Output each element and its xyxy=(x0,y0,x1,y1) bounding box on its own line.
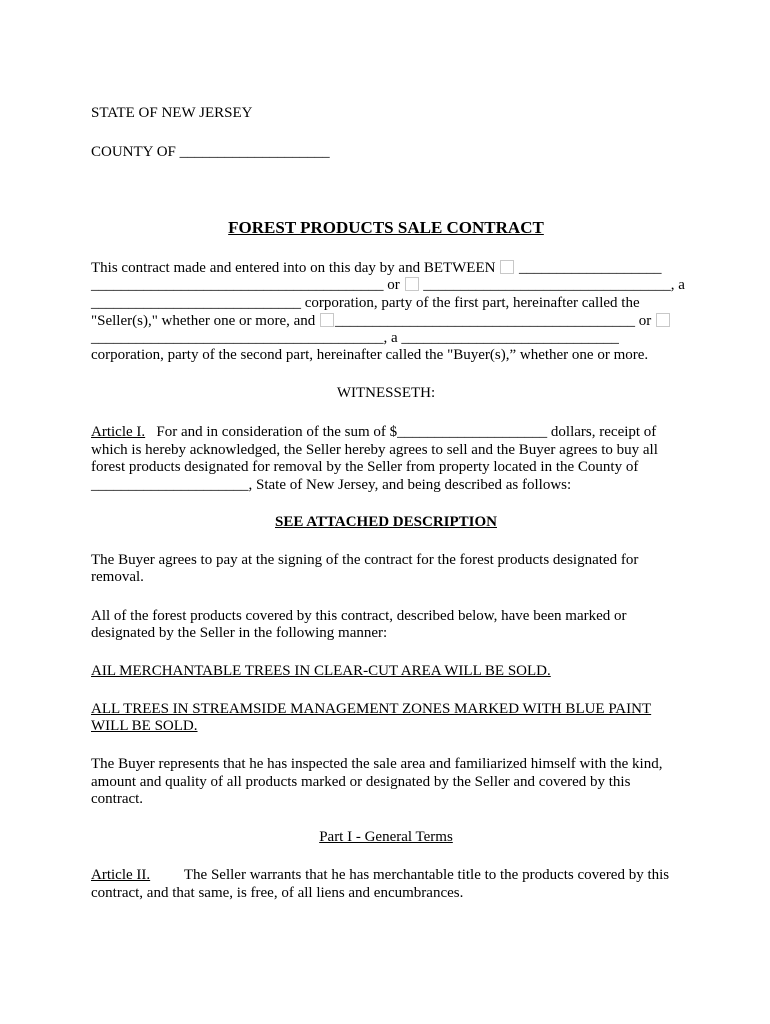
intro-text-2b: _________________________________, a xyxy=(423,277,685,293)
intro-text-2a: _______________________________________ or xyxy=(91,277,400,293)
article-1-label: Article I. xyxy=(91,424,146,440)
buyer-checkbox-1[interactable] xyxy=(320,313,334,327)
witnesseth-heading: WITNESSETH: xyxy=(336,385,436,401)
buyer-checkbox-2[interactable] xyxy=(656,313,670,327)
covered-line-2: designated by the Seller in the following manner: xyxy=(91,625,388,641)
article-2-line-2: contract, and that same, is free, of all liens and encumbrances. xyxy=(91,885,464,901)
article-1-line-2: which is hereby acknowledged, the Seller hereby agrees to sell and the Buyer agrees to buy all xyxy=(91,442,658,458)
intro-text-1: This contract made and entered into on this day by and BETWEEN xyxy=(91,260,496,276)
streamside-line-1: ALL TREES IN STREAMSIDE MANAGEMENT ZONES MARKED WITH BLUE PAINT xyxy=(91,701,652,717)
inspected-line-1: The Buyer represents that he has inspected the sale area and familiarized himself with the kind, xyxy=(91,756,663,772)
intro-line-2 xyxy=(91,276,685,294)
clearcut-clause: AIL MERCHANTABLE TREES IN CLEAR-CUT AREA WILL BE SOLD. xyxy=(91,663,551,679)
article-1-line-3: forest products designated for removal by the Seller from property located in the County of xyxy=(91,459,639,475)
intro-line-5: _______________________________________, a _____________________________ xyxy=(91,330,619,346)
article-1-line-4: _____________________, State of New Jersey, and being described as follows: xyxy=(91,477,572,493)
article-1-text-1: For and in consideration of the sum of $____________________ dollars, receipt of xyxy=(156,424,657,440)
article-2-text-1: The Seller warrants that he has merchantable title to the products covered by this xyxy=(183,867,670,883)
intro-line-6: corporation, party of the second part, hereinafter called the "Buyer(s),” whether one or more. xyxy=(91,347,649,363)
intro-line-3: ____________________________ corporation, party of the first part, hereinafter called the xyxy=(91,295,640,311)
pay-line-1: The Buyer agrees to pay at the signing of the contract for the forest products designated for xyxy=(91,552,639,568)
intro-blank-1: ___________________ xyxy=(518,260,662,276)
intro-text-4b: ________________________________________ or xyxy=(335,313,652,329)
article-2-line-1 xyxy=(91,866,669,884)
seller-checkbox-1[interactable] xyxy=(500,260,514,274)
see-attached-heading: SEE ATTACHED DESCRIPTION xyxy=(275,514,497,530)
contract-title: FOREST PRODUCTS SALE CONTRACT xyxy=(228,218,544,237)
covered-line-1: All of the forest products covered by this contract, described below, have been marked or xyxy=(91,608,627,624)
intro-line-4 xyxy=(91,312,671,330)
article-2-label: Article II. xyxy=(91,867,151,883)
county-heading: COUNTY OF ____________________ xyxy=(91,144,330,160)
article-1-line-1 xyxy=(91,423,656,441)
pay-line-2: removal. xyxy=(91,569,144,585)
streamside-line-2: WILL BE SOLD. xyxy=(91,718,198,734)
intro-text-4a: "Seller(s)," whether one or more, and xyxy=(91,313,316,329)
part-1-heading: Part I - General Terms xyxy=(319,829,453,845)
state-heading: STATE OF NEW JERSEY xyxy=(91,105,253,121)
inspected-line-3: contract. xyxy=(91,791,144,807)
seller-checkbox-2[interactable] xyxy=(405,277,419,291)
inspected-line-2: amount and quality of all products marked or designated by the Seller and covered by this xyxy=(91,774,631,790)
intro-line-1 xyxy=(91,259,661,277)
